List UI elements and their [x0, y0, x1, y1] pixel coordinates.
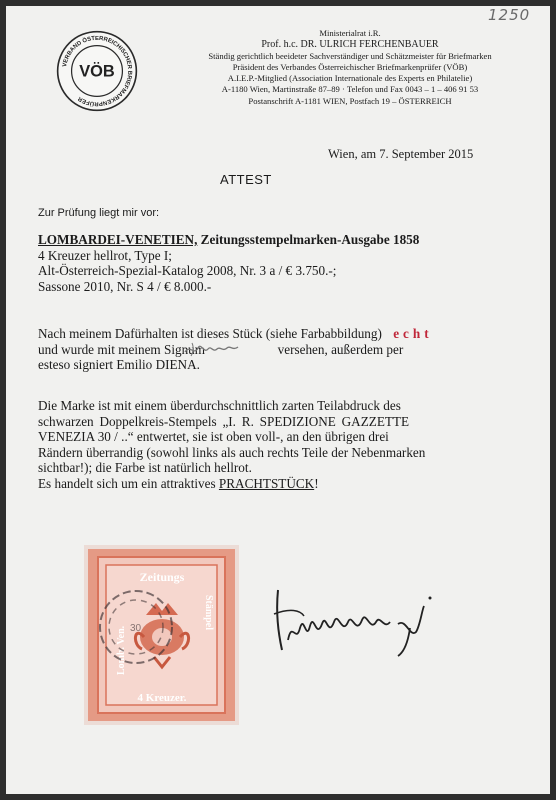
issue-date: Wien, am 7. September 2015	[328, 147, 474, 161]
description-block	[38, 398, 520, 491]
description-line: VENEZIA 30 / ..“ entwertet, sie ist oben voll-, an den übrigen drei	[38, 429, 389, 444]
item-heading-region: LOMBARDEI-VENETIEN,	[38, 232, 198, 247]
opinion-block	[38, 326, 528, 373]
letterhead-line: A-1180 Wien, Martinstraße 87–89 · Telefon und Fax 0043 – 1 – 406 91 53	[221, 84, 479, 95]
stamp-bottom-text: 4 Kreuzer.	[137, 692, 187, 704]
item-block	[38, 232, 419, 294]
conclusion-grade: PRACHTSTÜCK	[218, 475, 315, 491]
conclusion-punct: !	[314, 475, 319, 491]
voeb-seal	[56, 30, 138, 112]
description-line: Rändern überrandig (sowohl links als auch rechts Teile der Nebenmarken	[38, 444, 426, 460]
description-conclusion	[38, 476, 520, 492]
pencil-note: 1250	[488, 6, 531, 24]
letterhead-line: Ständig gerichtlich beeideter Sachverständiger und Schätzmeister für Briefmarken	[208, 50, 492, 61]
opinion-text: und wurde mit meinem Signum	[38, 341, 206, 357]
description-line: schwarzen Doppelkreis-Stempels „I. R. SPEDIZIONE GAZZETTE	[38, 413, 410, 429]
item-heading	[38, 232, 419, 248]
letterhead-line: Präsident des Verbandes Österreichischer Briefmarkenprüfer (VÖB)	[232, 61, 468, 72]
letterhead-line: Ministerialrat i.R.	[319, 28, 381, 38]
opinion-line	[38, 342, 528, 358]
conclusion-text: Es handelt sich um ein attraktives	[38, 475, 216, 491]
intro-text: Zur Prüfung liegt mir vor:	[38, 207, 160, 219]
signum-mark	[182, 338, 242, 360]
stamp-top-text: Zeitungs	[139, 570, 185, 584]
opinion-line: esteso signiert Emilio DIENA.	[38, 357, 200, 372]
opinion-text: versehen, außerdem per	[277, 341, 404, 357]
stamp-photo	[84, 545, 239, 725]
stamp-left-text: Lomb. Ven.	[116, 625, 127, 675]
item-heading-issue: Zeitungsstempelmarken-Ausgabe 1858	[200, 232, 420, 247]
expert-signature	[270, 580, 440, 660]
letterhead-line: Postanschrift A-1181 WIEN, Postfach 19 – ÖSTERREICH	[248, 95, 452, 106]
svg-text:30: 30	[130, 623, 142, 634]
description-line: sichtbar!); die Farbe ist natürlich hellrot.	[38, 460, 252, 475]
opinion-text: Nach meinem Dafürhalten ist dieses Stück (siehe Farbabbildung)	[38, 326, 382, 341]
item-line: Sassone 2010, Nr. S 4 / € 8.000.-	[38, 278, 212, 294]
item-line: Alt-Österreich-Spezial-Katalog 2008, Nr. 3 a / € 3.750.-;	[38, 263, 337, 278]
letterhead-line: A.I.E.P.-Mitglied (Association Internationale des Experts en Philatelie)	[227, 73, 473, 84]
genuine-mark: echt	[393, 326, 433, 341]
seal-center-text: VÖB	[79, 62, 115, 81]
letterhead	[150, 28, 550, 107]
stamp-right-text: Stämpel	[203, 595, 214, 630]
description-line: Die Marke ist mit einem überdurchschnittlich zarten Teilabdruck des	[38, 398, 401, 413]
letterhead-name: Prof. h.c. DR. ULRICH FERCHENBAUER	[261, 39, 439, 51]
opinion-line	[38, 326, 528, 342]
document-title: ATTEST	[220, 172, 272, 187]
seal-ring-text: VERBAND ÖSTERREICHISCHER BRIEFMARKENPRÜFER	[62, 35, 133, 107]
item-line: 4 Kreuzer hellrot, Type I;	[38, 247, 172, 263]
